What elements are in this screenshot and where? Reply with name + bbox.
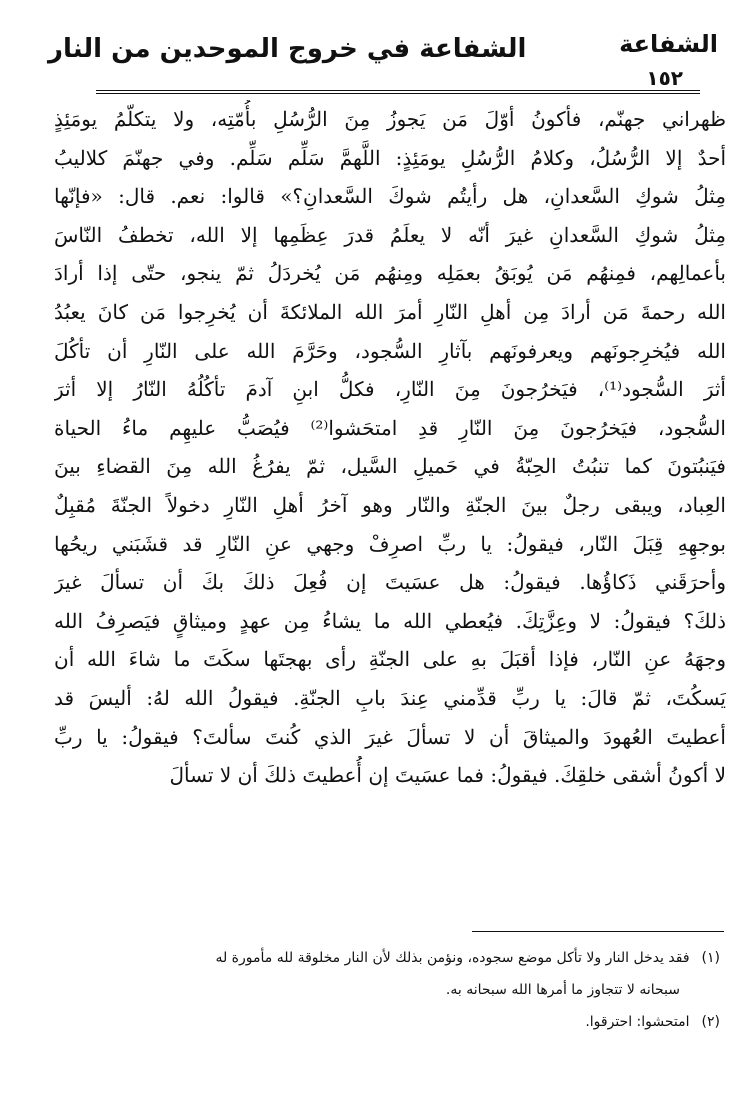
footnote-mark: (١) xyxy=(701,950,720,966)
footnote-1 xyxy=(60,942,720,974)
footnote-text: سبحانه لا تتجاوز ما أمرها الله سبحانه به. xyxy=(445,982,680,998)
text-line: الله فيُخرِجونَهم ويعرفونَهم بآثارِ السُّجود، وحَرَّمَ الله على النّارِ أن تأكُلَ xyxy=(54,338,726,363)
text-line: أعطيتَ العُهودَ والميثاقَ أن لا تسألَ غيرَ الذي كُنتَ سألتَ؟ فيقولُ: يا ربِّ xyxy=(54,724,726,749)
header-rule xyxy=(96,90,700,94)
text-line: بوجهِهِ قِبَلَ النّار، فيقولُ: يا ربِّ اصرِفْ وجهي عنِ النّارِ قد قشَبَني ريحُها xyxy=(54,531,726,556)
text-line: أثرَ السُّجود⁽¹⁾، فيَخرُجونَ مِنَ النّارِ، فكلُّ ابنِ آدمَ تأكُلُهُ النّارُ إلا أثرَ xyxy=(54,377,726,402)
text-line: الله رحمةَ مَن أرادَ مِن أهلِ النّارِ أمرَ الله الملائكةَ أن يُخرِجوا مَن كانَ يعبُدُ xyxy=(54,299,726,324)
chapter-label: الشفاعة xyxy=(619,30,718,58)
footnotes xyxy=(60,942,720,1038)
footnote-mark: (٢) xyxy=(701,1014,720,1030)
text-line: وأحرَقَني ذَكاؤُها. فيقولُ: هل عسَيتَ إن فُعِلَ ذلكَ بكَ أن تسألَ غيرَ xyxy=(54,570,726,595)
page-header xyxy=(48,28,738,90)
text-line: ذلكَ؟ فيقولُ: لا وعِزَّتِكَ. فيُعطي الله ما يشاءُ مِن عهدٍ وميثاقٍ فيَصرِفُ الله xyxy=(54,608,726,633)
footnote-text: فقد يدخل النار ولا تأكل موضع سجوده، ونؤمن بذلك لأن النار مخلوقة لله مأمورة له xyxy=(215,950,690,966)
text-line: العِباد، ويبقى رجلٌ بينَ الجنّةِ والنّار وهو آخرُ أهلِ النّارِ دخولاً الجنّةَ مُقبِلٌ xyxy=(54,492,726,517)
text-line: لا أكونُ أشقى خلقِكَ. فيقولُ: فما عسَيتَ إن أُعطيتَ ذلكَ أن لا تسألَ xyxy=(169,763,726,788)
body-text xyxy=(54,100,726,795)
text-line: يَسكُتَ، ثمّ قالَ: يا ربِّ قدِّمني عِندَ بابِ الجنّةِ. فيقولُ الله لهُ: أليسَ قد xyxy=(54,685,726,710)
text-line: مِثلُ شوكِ السَّعدانِ غيرَ أنّه لا يعلَمُ قدرَ عِظَمِها إلا الله، تخطفُ النّاسَ xyxy=(54,222,726,247)
footnote-rule xyxy=(472,931,724,932)
text-line: ظهراني جهنّم، فأكونُ أوّلَ مَن يَجوزُ مِنَ الرُّسُلِ بأُمّتِه، ولا يتكلّمُ يومَئِذٍ xyxy=(54,107,726,131)
text-line: فيَنبُتونَ كما تنبُتُ الحِبّةُ في حَميلِ السَّيل، ثمّ يفرُغُ الله مِنَ القضاءِ بينَ xyxy=(54,454,726,479)
footnote-text: امتحشوا: احترقوا. xyxy=(585,1014,690,1030)
footnote-2 xyxy=(60,1006,720,1038)
running-title: الشفاعة في خروج الموحدين من النار xyxy=(48,34,527,64)
text-line: أحدٌ إلا الرُّسُلُ، وكلامُ الرُّسُلِ يومَئِذٍ: اللَّهمَّ سَلِّم سَلِّم. وفي جهنّمَ كلاليبُ xyxy=(54,145,726,170)
page-number: ١٥٢ xyxy=(646,66,683,90)
text-line: السُّجود، فيَخرُجونَ مِنَ النّارِ قدِ امتحَشوا⁽²⁾ فيُصَبُّ عليهِم ماءُ الحياة xyxy=(54,415,726,440)
text-line: مِثلُ شوكِ السَّعدانِ، هل رأيتُم شوكَ السَّعدانِ؟» قالوا: نعم. قال: «فإنّها xyxy=(54,184,726,209)
text-line: وجهَهُ عنِ النّار، فإذا أقبَلَ بهِ على الجنّةِ رأى بهجتَها سكَتَ ما شاءَ الله أن xyxy=(54,647,726,672)
text-line: بأعمالِهم، فمِنهُم مَن يُوبَقُ بعمَلِه ومِنهُم مَن يُخردَلُ ثمّ ينجو، حتّى إذا أرادَ xyxy=(54,261,726,286)
footnote-1-continued xyxy=(60,974,720,1006)
